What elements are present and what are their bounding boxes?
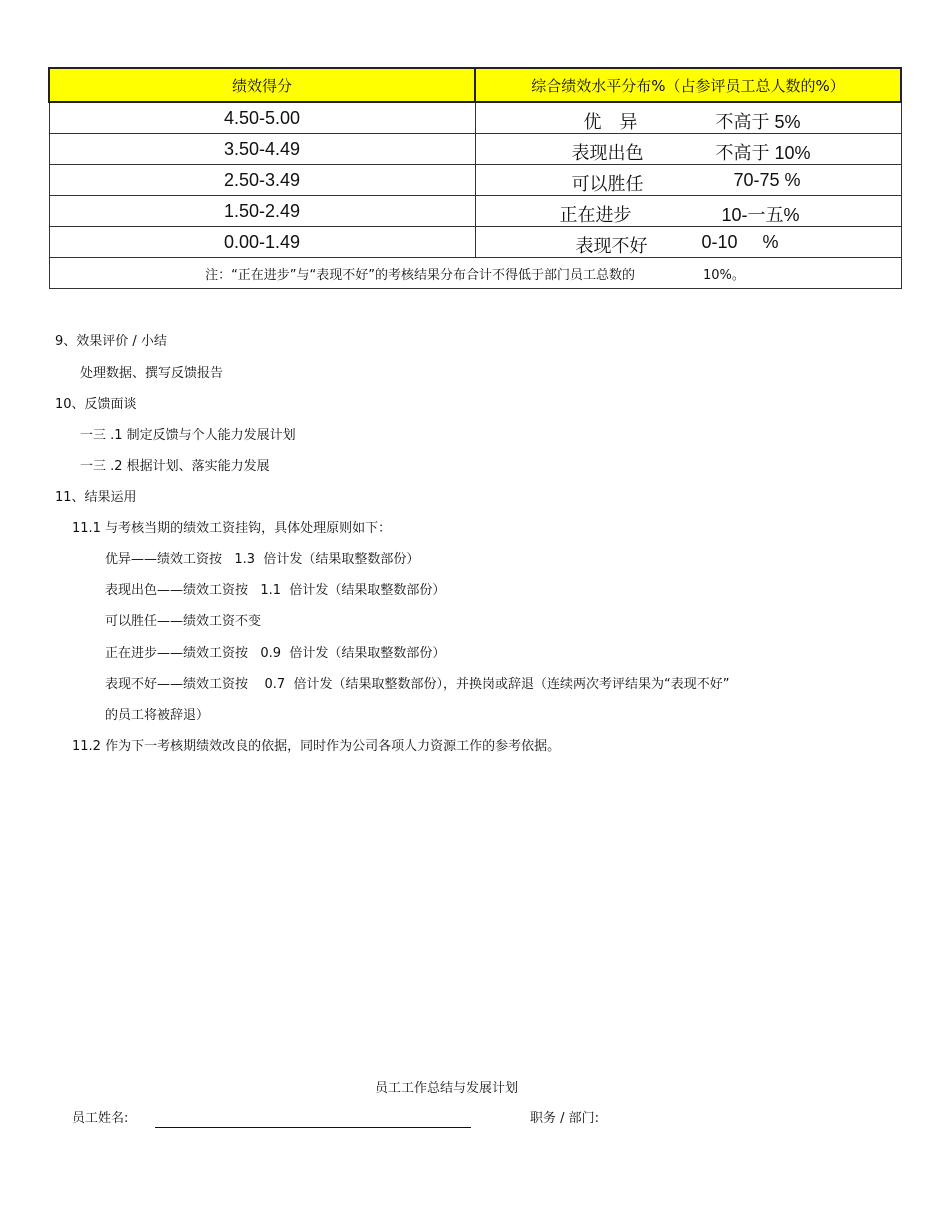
note-value: 10%。 [703, 267, 745, 283]
grade-name: 优 异 [583, 112, 638, 133]
grade-name: 可以胜任 [571, 174, 644, 195]
section-10-item-2: 一三 .2 根据计划、落实能力发展 [80, 459, 270, 474]
section-10-item-1: 一三 .1 制定反馈与个人能力发展计划 [80, 428, 296, 443]
table-note [49, 258, 901, 289]
table-row [49, 227, 901, 258]
section-9-title: 9、效果评价 / 小结 [55, 334, 167, 349]
table-note-row [49, 258, 901, 289]
grade-cell [475, 102, 901, 134]
rule-competent: 可以胜任——绩效工资不变 [105, 614, 262, 629]
grade-limit: 不高于 5% [715, 112, 801, 132]
rule-outstanding: 表现出色——绩效工资按 1.1 倍计发（结果取整数部份） [105, 583, 446, 598]
rule-excellent: 优异——绩效工资按 1.3 倍计发（结果取整数部份） [105, 552, 420, 567]
employee-name-field[interactable] [155, 1127, 471, 1128]
rule-poor-continued: 的员工将被辞退） [105, 708, 210, 723]
table-row [49, 165, 901, 196]
performance-distribution-table [48, 67, 902, 289]
score-range: 2.50-3.49 [49, 165, 475, 196]
rule-improving: 正在进步——绩效工资按 0.9 倍计发（结果取整数部份） [105, 646, 446, 661]
section-10-title: 10、反馈面谈 [55, 397, 137, 412]
score-range: 3.50-4.49 [49, 134, 475, 165]
section-11-1: 11.1 与考核当期的绩效工资挂钩，具体处理原则如下： [72, 521, 392, 536]
section-11-2: 11.2 作为下一考核期绩效改良的依据，同时作为公司各项人力资源工作的参考依据。 [72, 739, 561, 754]
grade-limit: 不高于 10% [715, 143, 811, 163]
header-distribution: 综合绩效水平分布%（占参评员工总人数的%） [475, 68, 901, 102]
grade-cell [475, 227, 901, 258]
table-row [49, 134, 901, 165]
position-department-label: 职务 / 部门: [530, 1111, 600, 1126]
table-row [49, 196, 901, 227]
form-title: 员工工作总结与发展计划 [375, 1081, 519, 1096]
grade-name: 正在进步 [559, 205, 632, 226]
section-9-item: 处理数据、撰写反馈报告 [80, 366, 224, 381]
score-range: 1.50-2.49 [49, 196, 475, 227]
table-row [49, 102, 901, 134]
note-text: 注：“正在进步”与“表现不好”的考核结果分布合计不得低于部门员工总数的 [205, 267, 636, 283]
grade-cell [475, 196, 901, 227]
grade-limit: 10-一五% [721, 205, 800, 225]
employee-name-label: 员工姓名: [72, 1111, 129, 1126]
grade-cell [475, 165, 901, 196]
header-score: 绩效得分 [49, 68, 475, 102]
table-header-row [49, 68, 901, 102]
grade-cell [475, 134, 901, 165]
score-range: 0.00-1.49 [49, 227, 475, 258]
grade-limit: 0-10 % [701, 232, 779, 252]
grade-name: 表现不好 [575, 236, 648, 257]
grade-name: 表现出色 [571, 143, 644, 164]
score-range: 4.50-5.00 [49, 102, 475, 134]
section-11-title: 11、结果运用 [55, 490, 137, 505]
grade-limit: 70-75 % [733, 170, 801, 190]
rule-poor: 表现不好——绩效工资按 0.7 倍计发（结果取整数部份），并换岗或辞退（连续两次考评结果为“表现不好” [105, 677, 730, 692]
